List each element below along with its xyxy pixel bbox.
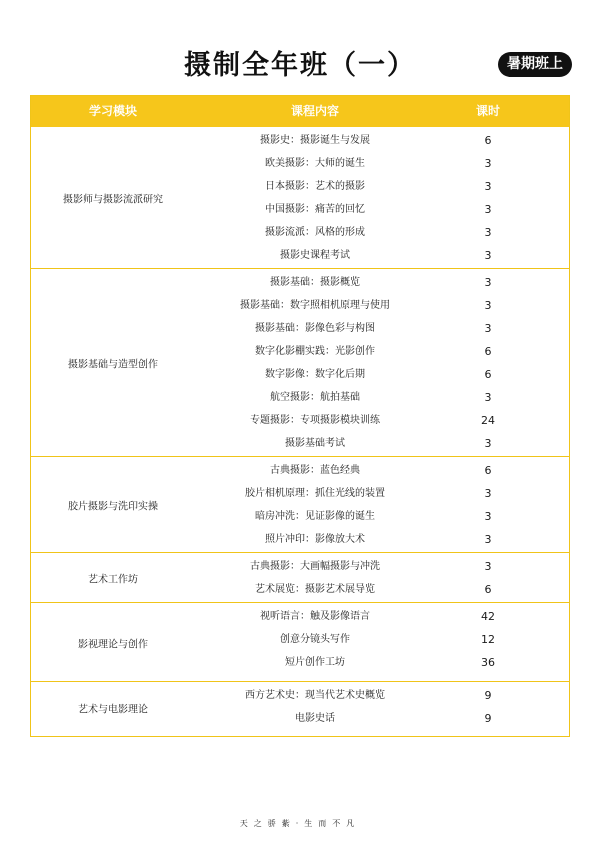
- table-row: [31, 651, 569, 674]
- course-hours: 3: [484, 391, 492, 404]
- course-content: 暗房冲洗：见证影像的诞生: [255, 511, 375, 522]
- course-content: 欧美摄影：大师的诞生: [265, 158, 365, 169]
- course-content: 专题摄影：专项摄影模块训练: [250, 415, 380, 426]
- course-hours: 12: [481, 633, 495, 646]
- course-content: 航空摄影：航拍基础: [270, 392, 360, 403]
- course-hours: 9: [484, 689, 492, 702]
- course-hours: 6: [484, 368, 492, 381]
- course-content: 数字化影棚实践：光影创作: [255, 346, 375, 357]
- course-hours: 3: [484, 203, 492, 216]
- course-hours: 3: [484, 276, 492, 289]
- module-group: [31, 457, 569, 553]
- course-content: 摄影基础：摄影概览: [270, 277, 360, 288]
- course-content: 摄影史课程考试: [280, 250, 350, 261]
- module-group: [31, 269, 569, 457]
- course-hours: 42: [481, 610, 495, 623]
- course-content: 短片创作工坊: [285, 657, 345, 668]
- course-content: 日本摄影：艺术的摄影: [265, 181, 365, 192]
- course-content: 古典摄影：大画幅摄影与冲洗: [250, 561, 380, 572]
- course-content: 视听语言：触及影像语言: [260, 611, 370, 622]
- course-content: 胶片相机原理：抓住光线的装置: [245, 488, 385, 499]
- table-row: [31, 459, 569, 482]
- table-row: [31, 221, 569, 244]
- table-row: [31, 684, 569, 707]
- course-hours: 6: [484, 345, 492, 358]
- module-group: [31, 603, 569, 682]
- table-row: [31, 605, 569, 628]
- module-label: 艺术与电影理论: [78, 704, 148, 715]
- course-content: 摄影基础考试: [285, 438, 345, 449]
- table-row: [31, 555, 569, 578]
- table-row: [31, 409, 569, 432]
- course-hours: 3: [484, 299, 492, 312]
- course-hours: 3: [484, 487, 492, 500]
- table-row: [31, 386, 569, 409]
- table-row: [31, 317, 569, 340]
- course-content: 摄影流派：风格的形成: [265, 227, 365, 238]
- module-label: 摄影基础与造型创作: [68, 359, 158, 371]
- table-header: [31, 96, 569, 127]
- header-module: 学习模块: [88, 104, 137, 118]
- header-hours: 课时: [475, 104, 500, 118]
- table-row: [31, 271, 569, 294]
- course-hours: 3: [484, 226, 492, 239]
- module-group: [31, 127, 569, 269]
- module-group: [31, 553, 569, 603]
- table-row: [31, 505, 569, 528]
- course-hours: 3: [484, 533, 492, 546]
- course-content: 电影史话: [295, 713, 335, 724]
- course-hours: 3: [484, 157, 492, 170]
- table-row: [31, 340, 569, 363]
- course-hours: 3: [484, 510, 492, 523]
- course-content: 艺术展览：摄影艺术展导览: [255, 584, 375, 595]
- course-content: 西方艺术史：现当代艺术史概览: [245, 690, 385, 701]
- table-row: [31, 578, 569, 601]
- module-label: 摄影师与摄影流派研究: [63, 194, 163, 206]
- course-hours: 6: [484, 464, 492, 477]
- module-group: [31, 682, 569, 733]
- course-content: 摄影史：摄影诞生与发展: [260, 135, 370, 146]
- table-row: [31, 198, 569, 221]
- table-row: [31, 363, 569, 386]
- course-content: 古典摄影：蓝色经典: [270, 465, 360, 476]
- header-content: 课程内容: [290, 104, 339, 118]
- course-content: 摄影基础：数字照相机原理与使用: [240, 300, 390, 311]
- table-row: [31, 528, 569, 551]
- page-title: 摄制全年班（一）: [184, 50, 416, 81]
- course-hours: 9: [484, 712, 492, 725]
- course-content: 照片冲印：影像放大术: [265, 534, 365, 545]
- course-hours: 3: [484, 180, 492, 193]
- course-hours: 36: [481, 656, 495, 669]
- course-table: [30, 95, 570, 737]
- table-row: [31, 707, 569, 730]
- course-content: 中国摄影：痛苦的回忆: [265, 204, 365, 215]
- course-hours: 6: [484, 134, 492, 147]
- module-label: 影视理论与创作: [78, 639, 148, 650]
- table-row: [31, 129, 569, 152]
- table-row: [31, 152, 569, 175]
- table-row: [31, 294, 569, 317]
- footer-slogan: 天之骄紫·生而不凡: [239, 819, 361, 828]
- table-row: [31, 482, 569, 505]
- course-hours: 3: [484, 560, 492, 573]
- table-row: [31, 432, 569, 455]
- module-label: 艺术工作坊: [88, 574, 138, 586]
- table-row: [31, 628, 569, 651]
- course-content: 数字影像：数字化后期: [265, 369, 365, 380]
- session-badge: 暑期班上: [498, 52, 572, 77]
- course-hours: 3: [484, 322, 492, 335]
- table-row: [31, 175, 569, 198]
- course-content: 摄影基础：影像色彩与构图: [255, 323, 375, 334]
- table-row: [31, 244, 569, 267]
- course-hours: 24: [481, 414, 495, 427]
- course-hours: 3: [484, 437, 492, 450]
- module-label: 胶片摄影与洗印实操: [68, 501, 158, 513]
- course-hours: 6: [484, 583, 492, 596]
- course-hours: 3: [484, 249, 492, 262]
- course-content: 创意分镜头写作: [280, 634, 350, 645]
